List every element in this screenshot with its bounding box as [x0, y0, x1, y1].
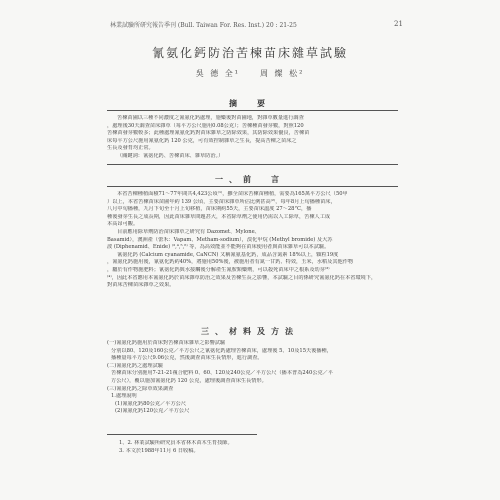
- intro-line: 種後發芽生長之成長期，因此苗床雜草問題甚大，本省除草劑之使用仍需以人工除草，苦楝人工成: [107, 213, 331, 220]
- abstract-line: 苦楝苗發芽數較多；此種處理氰氨化鈣對苗床雜草之防除效果，其防除效果優良，苦楝苗: [107, 130, 310, 137]
- materials-line: 分別以80、120及160公克／平方公尺之氰氨化鈣處理苦楝苗床，處理後 5、10及15天後播種，: [111, 347, 332, 354]
- intro-line: 本高昂可觀。: [107, 221, 139, 228]
- paper-title: 氰氨化鈣防治苦楝苗床雜草試驗: [151, 46, 348, 60]
- abstract-line: 床每平方公尺施用氰氨化鈣 120 公克，可有效控制雜草之生長，提高苦楝之苗床之: [107, 137, 297, 144]
- intro-line: 對苗床苦楝苗床雜草之效果。: [107, 282, 175, 289]
- intro-line: ）以上，本省苦楝苗床苗圃年約 139 公頃，主要苗床雜草所佔比例甚高⁽²⁾，每年8月上旬播種苗床，: [107, 198, 336, 205]
- abstract-body: [107, 115, 398, 161]
- materials-line: 1.處理說明: [111, 393, 137, 400]
- abstract-top-rule: [107, 110, 398, 111]
- abstract-line: 苦楝苗圃以三種不同濃度之氰氨化鈣處理，施藥後對苗圃地，對雜草數量進行調查: [117, 115, 304, 121]
- materials-line: (1)氰氨化鈣80公克／平方公尺: [115, 400, 187, 407]
- footnote: 1、2. 林業試驗所研究員本省林木苗木生育技師。: [119, 440, 233, 446]
- intro-rule: [107, 186, 398, 187]
- intro-line: Basamid），澳洲產（蕾禾：Vapam、Metham-sodium），溴化甲烷 (Methyl bromide) 及大苏: [107, 236, 333, 243]
- materials-line: 苦楝苗床分別施用7-21-21複合肥料 0、60、120及240公克／平方公尺（播本普為240公克／平: [111, 370, 334, 377]
- abstract-line: 生長及發育均正常。: [107, 145, 154, 152]
- intro-body: [107, 191, 398, 290]
- abstract-line: ，處理後30天調查苗床雜草（每平方公尺施用0.08公克）；苦楝種苗發芽數，對照120: [107, 122, 304, 129]
- abstract-bottom-rule: [107, 164, 398, 165]
- intro-line: ，屬於有作物施肥料；氰氨化鈣與水接觸後分解產生氰胺類藥劑，可以殺死苗床中之根系及幼芽⁽³⁾: [107, 266, 330, 273]
- page-number: 21: [394, 20, 403, 28]
- materials-line: (二)氰氨化鈣之處理試驗: [107, 362, 163, 369]
- materials-body: [107, 340, 398, 416]
- materials-line: 方公尺），覆以施加氰氨化鈣 120 公克，處理後調查苗床生長情形。: [111, 377, 267, 384]
- intro-heading: 一、前 言: [215, 174, 285, 184]
- author-line: 吳 德 全¹ 周 燦 松²: [195, 69, 305, 78]
- intro-line: 氰氨化鈣 (Calcium cyanamide, CaNCN) 又稱氰氨基化鈣，成品含氮素 18%以上，顆粒19度: [117, 251, 339, 258]
- materials-line: (三)氰氨化鈣之除草效果調查: [107, 385, 174, 392]
- intro-line: 目前應用除草劑防治苗床雜草之研究有 Dazomet、Mylone、: [117, 228, 260, 235]
- materials-line: (一)氰氨化鈣施用於苗床對苦楝苗床雜草之影響試驗: [107, 340, 226, 346]
- intro-line: 本省苦楝種植面積71～77年間共4,423公頃⁽¹⁾，雖全苗床苦楝苗種植，需要為165萬平方公尺（50甲: [117, 191, 348, 197]
- abstract-heading: 摘 要: [229, 98, 271, 108]
- intro-line: ，氰氨化鈣施用後，氰氨化鈣約40%，將施用50%後，被施用者有氮一甘鈣、特效，玉米，水稻及其他作物: [107, 259, 354, 266]
- materials-heading: 三、材料及方法: [201, 326, 299, 336]
- keywords: （關鍵詞：氰氨化鈣、苦楝苗床、雜草防治。）: [117, 152, 224, 159]
- intro-line: ⁽⁴⁾，因此本省應用本氰氨化鈣於苗床雜草防治之效果及苦楝生長之影響，本試驗之目的係研究氰氨化鈣在本省環境下，: [107, 274, 377, 281]
- materials-line: (2)氰氨化鈣120公克／平方公尺: [115, 408, 190, 415]
- footnotes: [107, 440, 398, 455]
- materials-line: 播種量每平方公尺9.06公克，然後調查苗床生長情形，進行調查。: [111, 355, 263, 362]
- footnote: 3. 本文於1988年11月 6 日收稿。: [119, 447, 199, 454]
- intro-line: 八月中旬播種，九月下旬至十月上旬移植，苗床期約55天，主要苗床溫度 27～28°C，播: [107, 206, 312, 213]
- footnote-rule: [107, 434, 257, 435]
- journal-header: 林業試驗所研究報告季刊 (Bull. Taiwan For. Res. Inst.) 20 : 21-25: [110, 22, 297, 29]
- intro-line: 波 (Diphenamid、Enide) ⁽³,⁴,⁵,⁶⁾ 等，為高效能並不能夠在苗床使用者與苗床雜草可以本試驗。: [107, 244, 330, 251]
